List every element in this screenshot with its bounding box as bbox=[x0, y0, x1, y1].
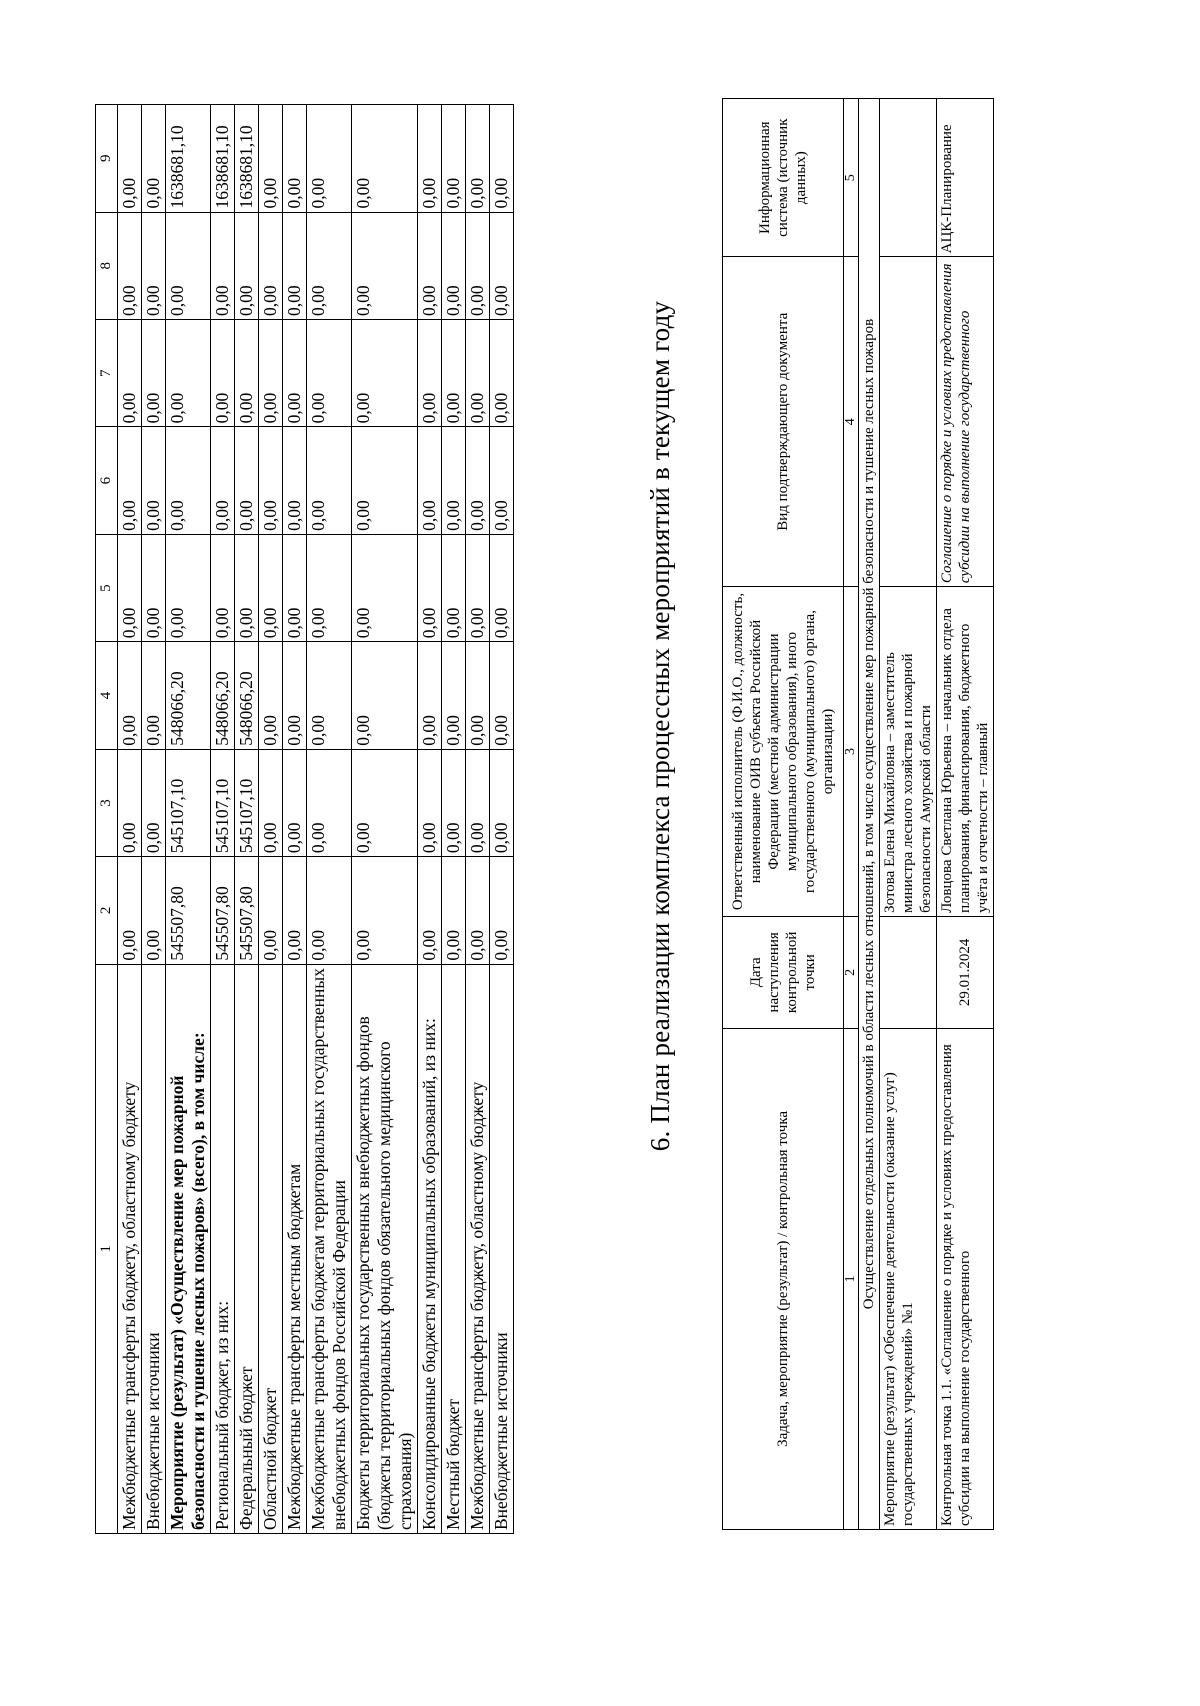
header-cell: 1 bbox=[96, 964, 118, 1533]
row-value: 0,00 bbox=[307, 319, 352, 426]
row-value: 0,00 bbox=[283, 427, 307, 534]
header-cell: 3 bbox=[96, 749, 118, 856]
index-cell: 3 bbox=[844, 587, 859, 917]
row-value: 0,00 bbox=[418, 319, 442, 426]
row-value: 0,00 bbox=[142, 642, 166, 749]
document-cell bbox=[880, 257, 937, 587]
budget-table-row bbox=[442, 105, 466, 1534]
header-task: Задача, мероприятие (результат) / контрольная точка bbox=[723, 1028, 844, 1529]
budget-table-row bbox=[283, 105, 307, 1534]
row-value: 0,00 bbox=[118, 427, 142, 534]
row-value: 0,00 bbox=[490, 319, 514, 426]
row-value: 0,00 bbox=[307, 105, 352, 213]
budget-table-row bbox=[352, 105, 418, 1534]
row-value: 545507,80 bbox=[211, 857, 235, 964]
header-cell: 7 bbox=[96, 319, 118, 426]
row-value: 1638681,10 bbox=[166, 105, 211, 213]
row-value: 1638681,10 bbox=[235, 105, 259, 213]
row-label: Межбюджетные трансферты бюджетам территориальных государственных внебюджетных фондов Российской Федерации bbox=[307, 964, 352, 1533]
row-value: 0,00 bbox=[118, 857, 142, 964]
row-value: 0,00 bbox=[142, 749, 166, 856]
row-value: 0,00 bbox=[142, 212, 166, 319]
row-value: 0,00 bbox=[235, 534, 259, 641]
budget-table-row bbox=[235, 105, 259, 1534]
row-value: 0,00 bbox=[466, 105, 490, 213]
row-value: 0,00 bbox=[466, 212, 490, 319]
budget-table-row bbox=[490, 105, 514, 1534]
plan-table bbox=[722, 98, 994, 1530]
header-executor: Ответственный исполнитель (Ф.И.О., должность, наименование ОИВ субъекта Российской Федерации (местной администрации муниципального образования), иного государственного (муниципального) органа, организации) bbox=[723, 587, 844, 917]
row-label: Областной бюджет bbox=[259, 964, 283, 1533]
row-value: 0,00 bbox=[466, 749, 490, 856]
row-value: 0,00 bbox=[307, 857, 352, 964]
row-value: 0,00 bbox=[490, 212, 514, 319]
row-value: 0,00 bbox=[142, 105, 166, 213]
row-value: 0,00 bbox=[118, 212, 142, 319]
row-value: 0,00 bbox=[466, 642, 490, 749]
row-value: 0,00 bbox=[352, 319, 418, 426]
row-value: 0,00 bbox=[118, 749, 142, 856]
row-value: 0,00 bbox=[211, 212, 235, 319]
budget-table bbox=[95, 104, 514, 1534]
row-value: 0,00 bbox=[211, 534, 235, 641]
row-value: 0,00 bbox=[307, 534, 352, 641]
index-cell: 2 bbox=[844, 916, 859, 1028]
system-cell: АЦК-Планирование bbox=[937, 99, 994, 257]
row-value: 548066,20 bbox=[235, 642, 259, 749]
row-value: 0,00 bbox=[259, 749, 283, 856]
row-value: 0,00 bbox=[142, 857, 166, 964]
row-value: 0,00 bbox=[466, 857, 490, 964]
row-value: 0,00 bbox=[490, 642, 514, 749]
budget-table-row bbox=[166, 105, 211, 1534]
row-value: 0,00 bbox=[166, 534, 211, 641]
row-value: 0,00 bbox=[307, 212, 352, 319]
section-title: 6. План реализации комплекса процессных мероприятий в текущем году bbox=[645, 300, 675, 1152]
index-cell: 1 bbox=[844, 1028, 859, 1529]
row-value: 0,00 bbox=[418, 105, 442, 213]
row-value: 0,00 bbox=[442, 534, 466, 641]
row-value: 0,00 bbox=[307, 427, 352, 534]
executor-cell: Зотова Елена Михайловна – заместитель министра лесного хозяйства и пожарной безопасности Амурской области bbox=[880, 587, 937, 917]
section-row-cell: Осуществление отдельных полномочий в области лесных отношений, в том числе осуществление мер пожарной безопасности и тушение лесных пожаров bbox=[859, 99, 880, 1530]
row-value: 0,00 bbox=[235, 212, 259, 319]
index-cell: 5 bbox=[844, 99, 859, 257]
row-value: 0,00 bbox=[259, 212, 283, 319]
header-system: Информационная система (источник данных) bbox=[723, 99, 844, 257]
row-value: 0,00 bbox=[283, 105, 307, 213]
plan-table-index-row bbox=[844, 99, 859, 1530]
row-value: 0,00 bbox=[166, 319, 211, 426]
row-value: 545107,10 bbox=[235, 749, 259, 856]
row-value: 545507,80 bbox=[235, 857, 259, 964]
budget-table-row bbox=[466, 105, 490, 1534]
document-cell: Соглашение о порядке и условиях предоставления субсидии на выполнение государственного bbox=[937, 257, 994, 587]
row-value: 0,00 bbox=[352, 534, 418, 641]
header-date: Дата наступления контрольной точки bbox=[723, 916, 844, 1028]
row-value: 0,00 bbox=[442, 642, 466, 749]
row-value: 0,00 bbox=[352, 212, 418, 319]
row-value: 0,00 bbox=[466, 534, 490, 641]
budget-table-row bbox=[418, 105, 442, 1534]
row-value: 0,00 bbox=[490, 105, 514, 213]
row-value: 0,00 bbox=[142, 319, 166, 426]
row-value: 0,00 bbox=[235, 319, 259, 426]
row-value: 1638681,10 bbox=[211, 105, 235, 213]
row-value: 0,00 bbox=[418, 534, 442, 641]
row-value: 0,00 bbox=[442, 427, 466, 534]
row-label: Консолидированные бюджеты муниципальных образований, из них: bbox=[418, 964, 442, 1533]
row-value: 0,00 bbox=[490, 857, 514, 964]
row-value: 0,00 bbox=[352, 105, 418, 213]
row-label: Межбюджетные трансферты бюджету, областному бюджету bbox=[466, 964, 490, 1533]
row-value: 0,00 bbox=[283, 319, 307, 426]
plan-table-row bbox=[937, 99, 994, 1530]
header-cell: 4 bbox=[96, 642, 118, 749]
budget-table-row bbox=[307, 105, 352, 1534]
row-value: 0,00 bbox=[259, 642, 283, 749]
header-document: Вид подтверждающего документа bbox=[723, 257, 844, 587]
row-value: 0,00 bbox=[352, 857, 418, 964]
task-cell: Контрольная точка 1.1. «Соглашение о порядке и условиях предоставления субсидии на выполнение государственного bbox=[937, 1028, 994, 1529]
row-value: 0,00 bbox=[166, 212, 211, 319]
row-value: 0,00 bbox=[142, 534, 166, 641]
index-cell: 4 bbox=[844, 257, 859, 587]
row-value: 0,00 bbox=[466, 319, 490, 426]
row-label: Внебюджетные источники bbox=[142, 964, 166, 1533]
row-value: 0,00 bbox=[490, 427, 514, 534]
header-cell: 6 bbox=[96, 427, 118, 534]
row-value: 0,00 bbox=[259, 534, 283, 641]
row-value: 0,00 bbox=[442, 749, 466, 856]
row-value: 0,00 bbox=[259, 319, 283, 426]
row-value: 0,00 bbox=[211, 319, 235, 426]
row-value: 0,00 bbox=[118, 534, 142, 641]
row-value: 0,00 bbox=[283, 534, 307, 641]
row-value: 0,00 bbox=[442, 857, 466, 964]
plan-table-header bbox=[723, 99, 844, 1530]
row-value: 0,00 bbox=[118, 642, 142, 749]
row-value: 0,00 bbox=[259, 105, 283, 213]
row-value: 0,00 bbox=[418, 212, 442, 319]
header-cell: 2 bbox=[96, 857, 118, 964]
row-value: 0,00 bbox=[118, 319, 142, 426]
row-value: 0,00 bbox=[259, 427, 283, 534]
row-value: 0,00 bbox=[352, 427, 418, 534]
row-value: 0,00 bbox=[283, 857, 307, 964]
row-value: 0,00 bbox=[211, 427, 235, 534]
date-cell bbox=[880, 916, 937, 1028]
row-value: 0,00 bbox=[490, 534, 514, 641]
row-value: 0,00 bbox=[442, 105, 466, 213]
row-value: 0,00 bbox=[418, 642, 442, 749]
row-value: 0,00 bbox=[466, 427, 490, 534]
row-value: 0,00 bbox=[418, 427, 442, 534]
budget-table-row bbox=[211, 105, 235, 1534]
row-label: Региональный бюджет, из них: bbox=[211, 964, 235, 1533]
header-cell: 5 bbox=[96, 534, 118, 641]
system-cell bbox=[880, 99, 937, 257]
row-label: Внебюджетные источники bbox=[490, 964, 514, 1533]
row-value: 0,00 bbox=[307, 749, 352, 856]
row-value: 0,00 bbox=[352, 642, 418, 749]
row-value: 0,00 bbox=[418, 857, 442, 964]
budget-table-row bbox=[142, 105, 166, 1534]
row-label: Местный бюджет bbox=[442, 964, 466, 1533]
row-value: 548066,20 bbox=[211, 642, 235, 749]
row-label: Межбюджетные трансферты местным бюджетам bbox=[283, 964, 307, 1533]
row-value: 0,00 bbox=[283, 212, 307, 319]
date-cell: 29.01.2024 bbox=[937, 916, 994, 1028]
header-cell: 9 bbox=[96, 105, 118, 213]
row-value: 0,00 bbox=[283, 749, 307, 856]
row-value: 0,00 bbox=[118, 105, 142, 213]
row-value: 0,00 bbox=[307, 642, 352, 749]
budget-table-row bbox=[259, 105, 283, 1534]
row-value: 545107,10 bbox=[166, 749, 211, 856]
row-label: Бюджеты территориальных государственных внебюджетных фондов (бюджеты территориальных фондов обязательного медицинского страхования) bbox=[352, 964, 418, 1533]
row-value: 545507,80 bbox=[166, 857, 211, 964]
row-value: 0,00 bbox=[442, 319, 466, 426]
row-value: 0,00 bbox=[166, 427, 211, 534]
row-label: Мероприятие (результат) «Осуществление мер пожарной безопасности и тушение лесных пожаров» (всего), в том числе: bbox=[166, 964, 211, 1533]
row-label: Межбюджетные трансферты бюджету, областному бюджету bbox=[118, 964, 142, 1533]
row-value: 0,00 bbox=[259, 857, 283, 964]
row-value: 0,00 bbox=[142, 427, 166, 534]
row-value: 548066,20 bbox=[166, 642, 211, 749]
budget-table-row bbox=[118, 105, 142, 1534]
row-value: 0,00 bbox=[352, 749, 418, 856]
row-value: 0,00 bbox=[283, 642, 307, 749]
row-value: 545107,10 bbox=[211, 749, 235, 856]
budget-table-body bbox=[118, 105, 514, 1534]
executor-cell: Ловцова Светлана Юрьевна – начальник отдела планирования, финансирования, бюджетного учёта и отчетности – главный bbox=[937, 587, 994, 917]
row-value: 0,00 bbox=[490, 749, 514, 856]
row-value: 0,00 bbox=[235, 427, 259, 534]
row-value: 0,00 bbox=[418, 749, 442, 856]
plan-table-section-row bbox=[859, 99, 880, 1530]
row-value: 0,00 bbox=[442, 212, 466, 319]
plan-table-row bbox=[880, 99, 937, 1530]
header-cell: 8 bbox=[96, 212, 118, 319]
row-label: Федеральный бюджет bbox=[235, 964, 259, 1533]
task-cell: Мероприятие (результат) «Обеспечение деятельности (оказание услуг) государственных учреждений» №1 bbox=[880, 1028, 937, 1529]
budget-table-header bbox=[96, 105, 118, 1534]
